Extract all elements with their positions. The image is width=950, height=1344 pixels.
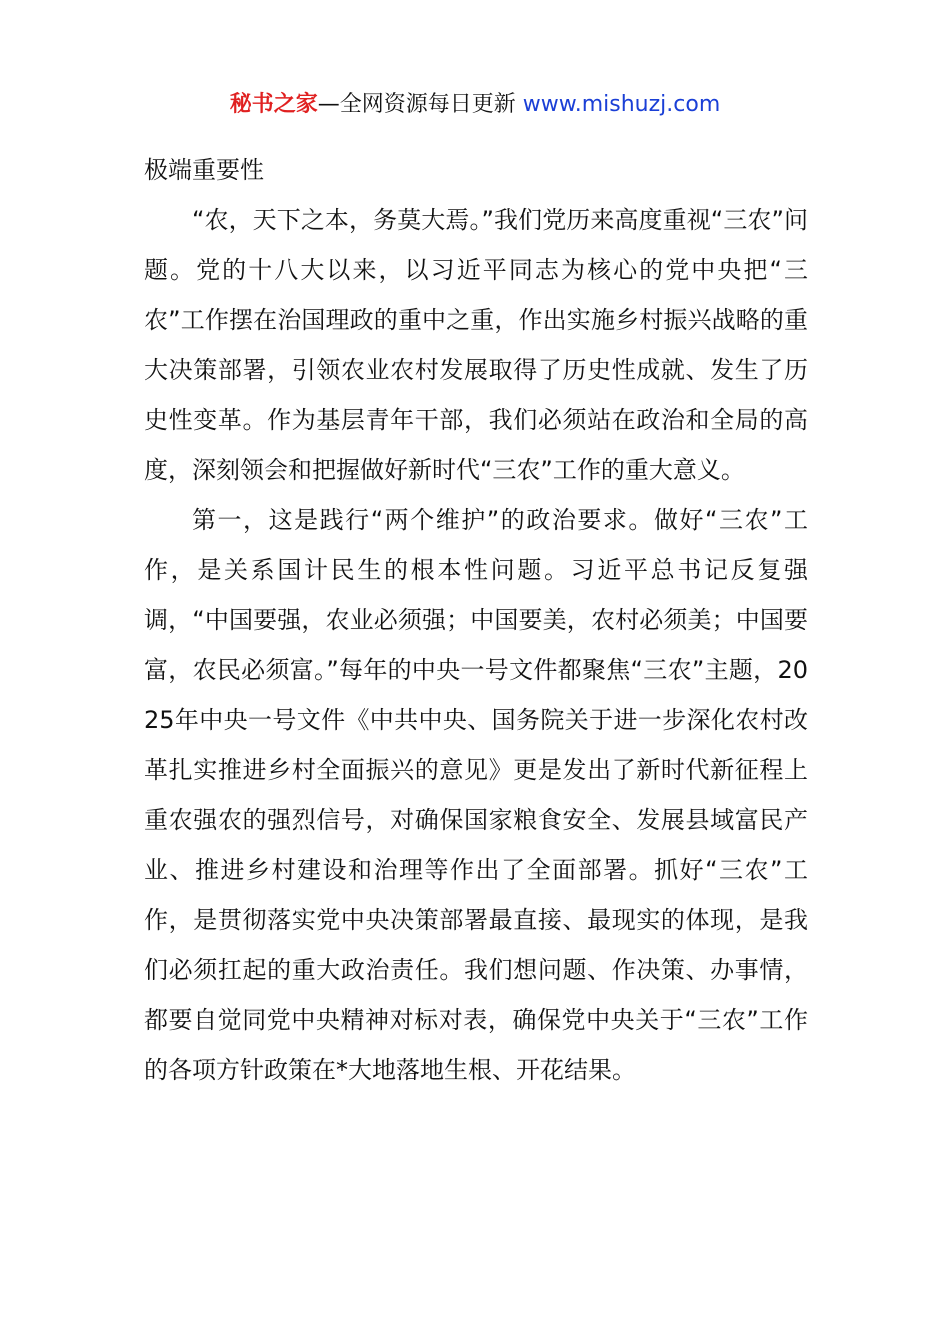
site-slogan: —全网资源每日更新 [317, 92, 523, 117]
paragraph-intro: “农，天下之本，务莫大焉。”我们党历来高度重视“三农”问题。党的十八大以来，以习近平同志为核心的党中央把“三农”工作摆在治国理政的重中之重，作出实施乡村振兴战略的重大决策部署，引领农业农村发展取得了历史性成就、发生了历史性变革。作为基层青年干部，我们必须站在政治和全局的高度，深刻领会和把握做好新时代“三农”工作的重大意义。 [144, 206, 808, 484]
site-url-link[interactable]: www.mishuzj.com [522, 92, 721, 117]
paragraph-first-point: 第一，这是践行“两个维护”的政治要求。做好“三农”工作，是关系国计民生的根本性问题。习近平总书记反复强调，“中国要强，农业必须强；中国要美，农村必须美；中国要富，农民必须富。”每年的中央一号文件都聚焦“三农”主题，2025年中央一号文件《中共中央、国务院关于进一步深化农村改革扎实推进乡村全面振兴的意见》更是发出了新时代新征程上重农强农的强烈信号，对确保国家粮食安全、发展县域富民产业、推进乡村建设和治理等作出了全面部署。抓好“三农”工作，是贯彻落实党中央决策部署最直接、最现实的体现，是我们必须扛起的重大政治责任。我们想问题、作决策、办事情，都要自觉同党中央精神对标对表，确保党中央关于“三农”工作的各项方针政策在*大地落地生根、开花结果。 [144, 506, 808, 1084]
site-brand: 秘书之家 [229, 92, 318, 117]
document-body [144, 145, 808, 1095]
site-header [0, 88, 950, 122]
paragraph-continuation: 极端重要性 [144, 156, 264, 184]
